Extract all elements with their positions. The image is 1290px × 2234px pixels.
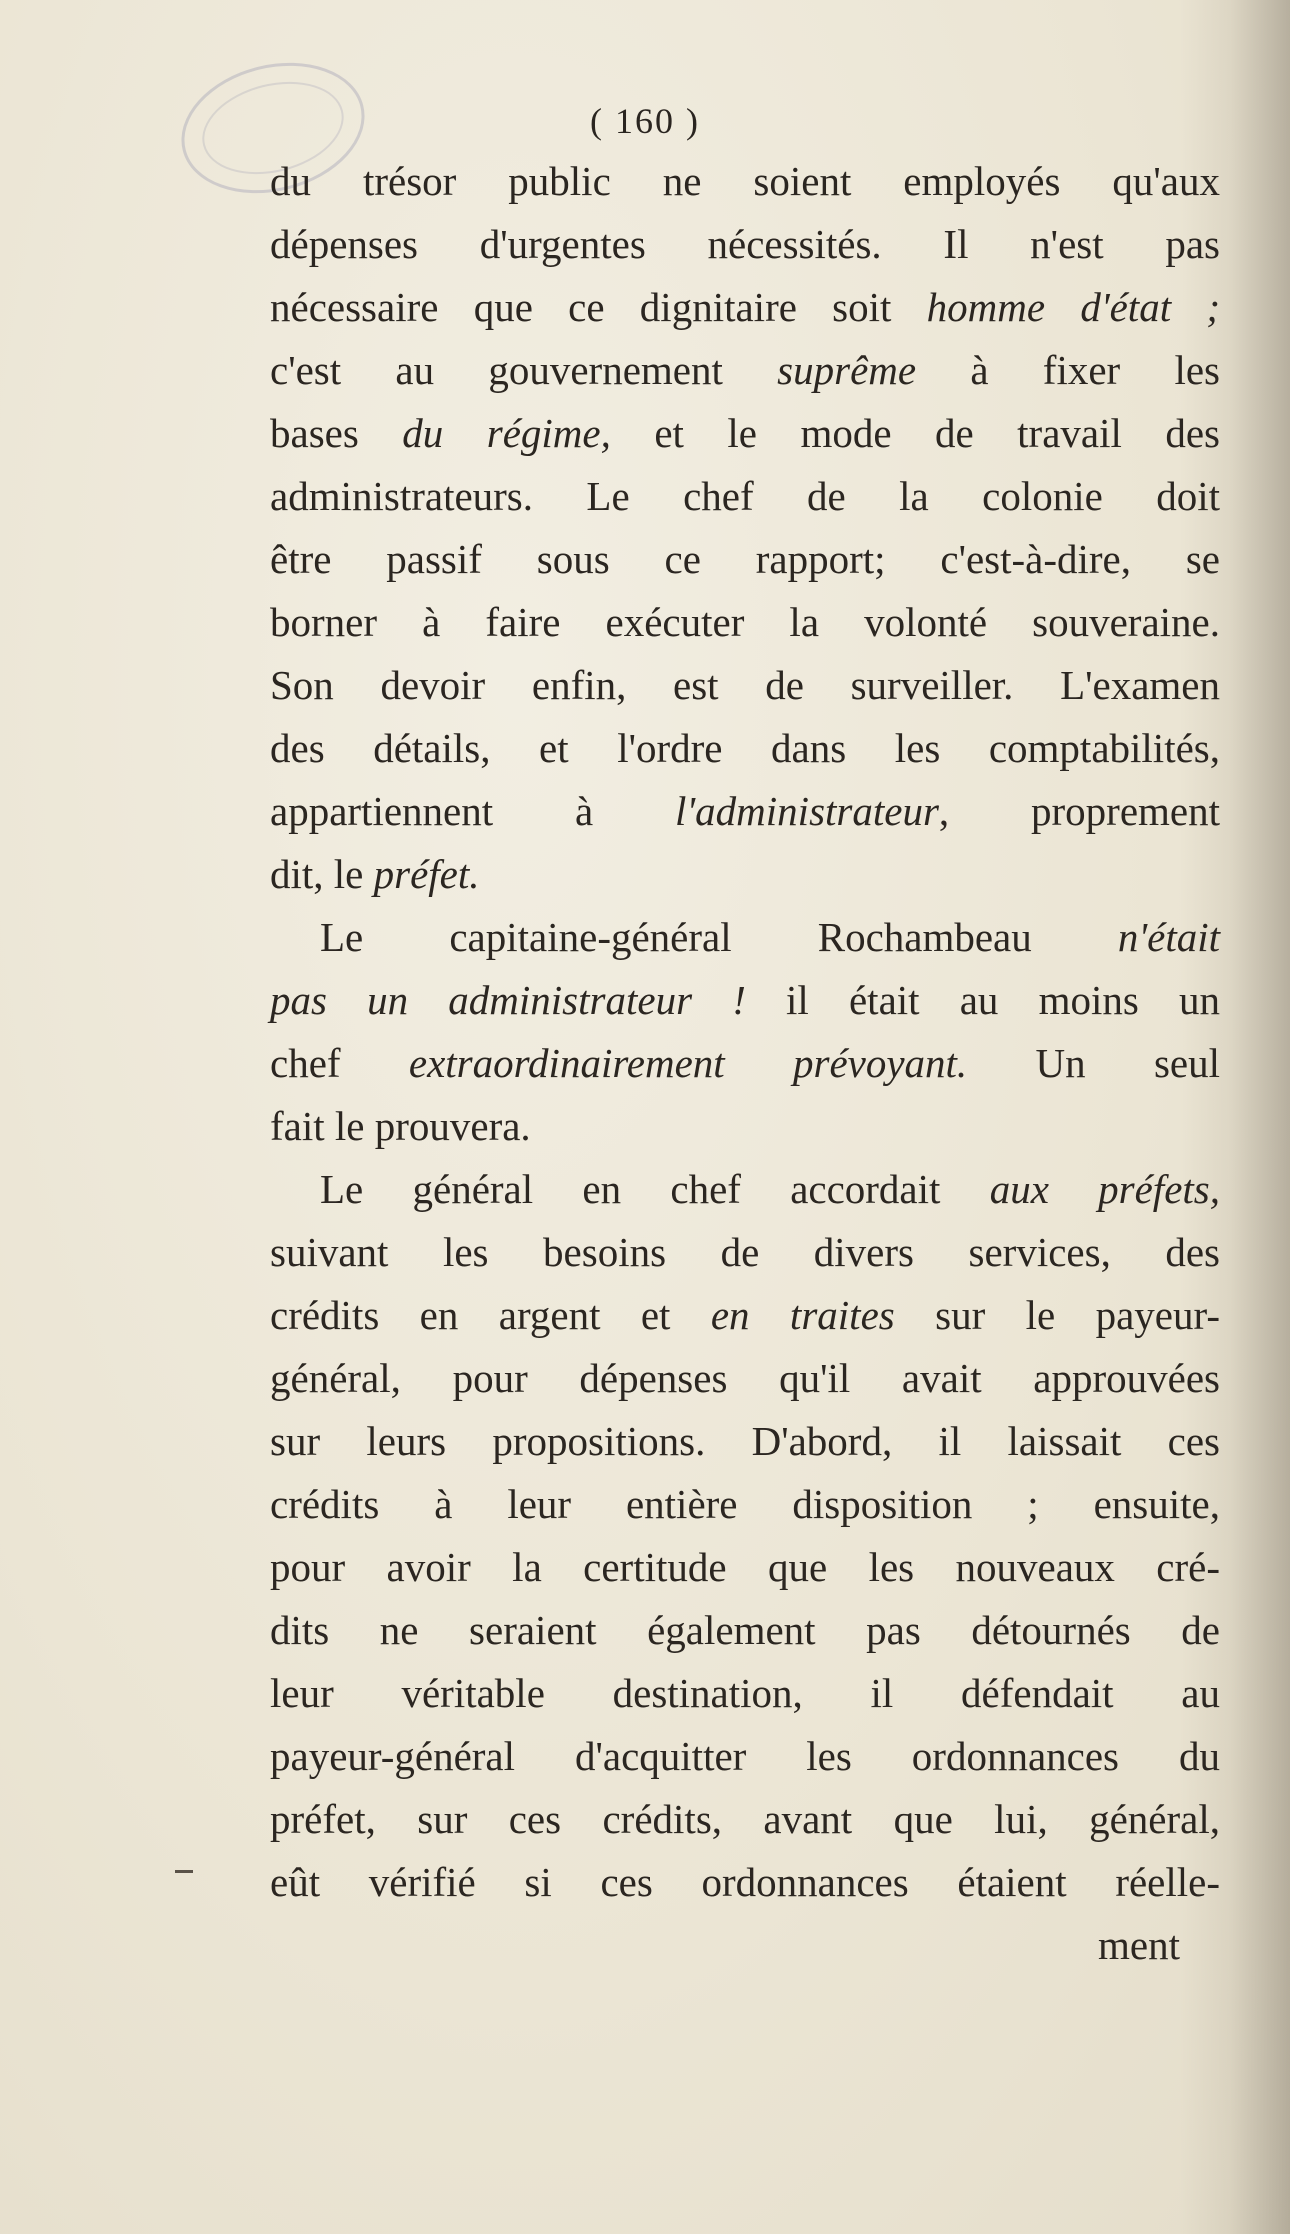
text-line: administrateurs. Le chef de la colonie doit	[270, 473, 1220, 519]
text-line: eût vérifié si ces ordonnances étaient réelle-	[270, 1859, 1220, 1905]
text-line: être passif sous ce rapport; c'est-à-dire, se	[270, 536, 1220, 582]
text-line: crédits à leur entière disposition ; ensuite,	[270, 1481, 1220, 1527]
text-line: sur leurs propositions. D'abord, il laissait ces	[270, 1418, 1220, 1464]
text-line: suivant les besoins de divers services, des	[270, 1229, 1220, 1275]
text-line: crédits en argent et en traites sur le payeur-	[270, 1292, 1220, 1338]
text-line: appartiennent à l'administrateur, proprement	[270, 788, 1220, 834]
paragraph-start: Le général en chef accordait aux préfets,	[320, 1166, 1220, 1212]
text-line: payeur-général d'acquitter les ordonnances du	[270, 1733, 1220, 1779]
text-line: pour avoir la certitude que les nouveaux cré-	[270, 1544, 1220, 1590]
text-line: dépenses d'urgentes nécessités. Il n'est pas	[270, 221, 1220, 267]
text-line: général, pour dépenses qu'il avait approuvées	[270, 1355, 1220, 1401]
text-line: Son devoir enfin, est de surveiller. L'examen	[270, 662, 1220, 708]
text-line: leur véritable destination, il défendait au	[270, 1670, 1220, 1716]
paragraph-start: Le capitaine-général Rochambeau n'était	[320, 914, 1220, 960]
catchword: ment	[1098, 1922, 1180, 1968]
text-line: fait le prouvera.	[270, 1103, 531, 1149]
text-line: pas un administrateur ! il était au moins un	[270, 977, 1220, 1023]
text-line: c'est au gouvernement suprême à fixer les	[270, 347, 1221, 393]
text-line: chef extraordinairement prévoyant. Un seul	[270, 1040, 1220, 1086]
body-text	[270, 150, 1220, 1977]
text-line: dit, le préfet.	[270, 851, 480, 897]
margin-mark	[175, 1870, 193, 1873]
text-line: borner à faire exécuter la volonté souveraine.	[270, 599, 1220, 645]
text-line: du trésor public ne soient employés qu'aux	[270, 158, 1220, 204]
page-number: ( 160 )	[590, 101, 700, 141]
text-line: nécessaire que ce dignitaire soit homme d'état ;	[270, 284, 1220, 330]
text-line: préfet, sur ces crédits, avant que lui, général,	[270, 1796, 1220, 1842]
text-line: bases du régime, et le mode de travail des	[270, 410, 1220, 456]
text-line: des détails, et l'ordre dans les comptabilités,	[270, 725, 1220, 771]
text-line: dits ne seraient également pas détournés de	[270, 1607, 1220, 1653]
